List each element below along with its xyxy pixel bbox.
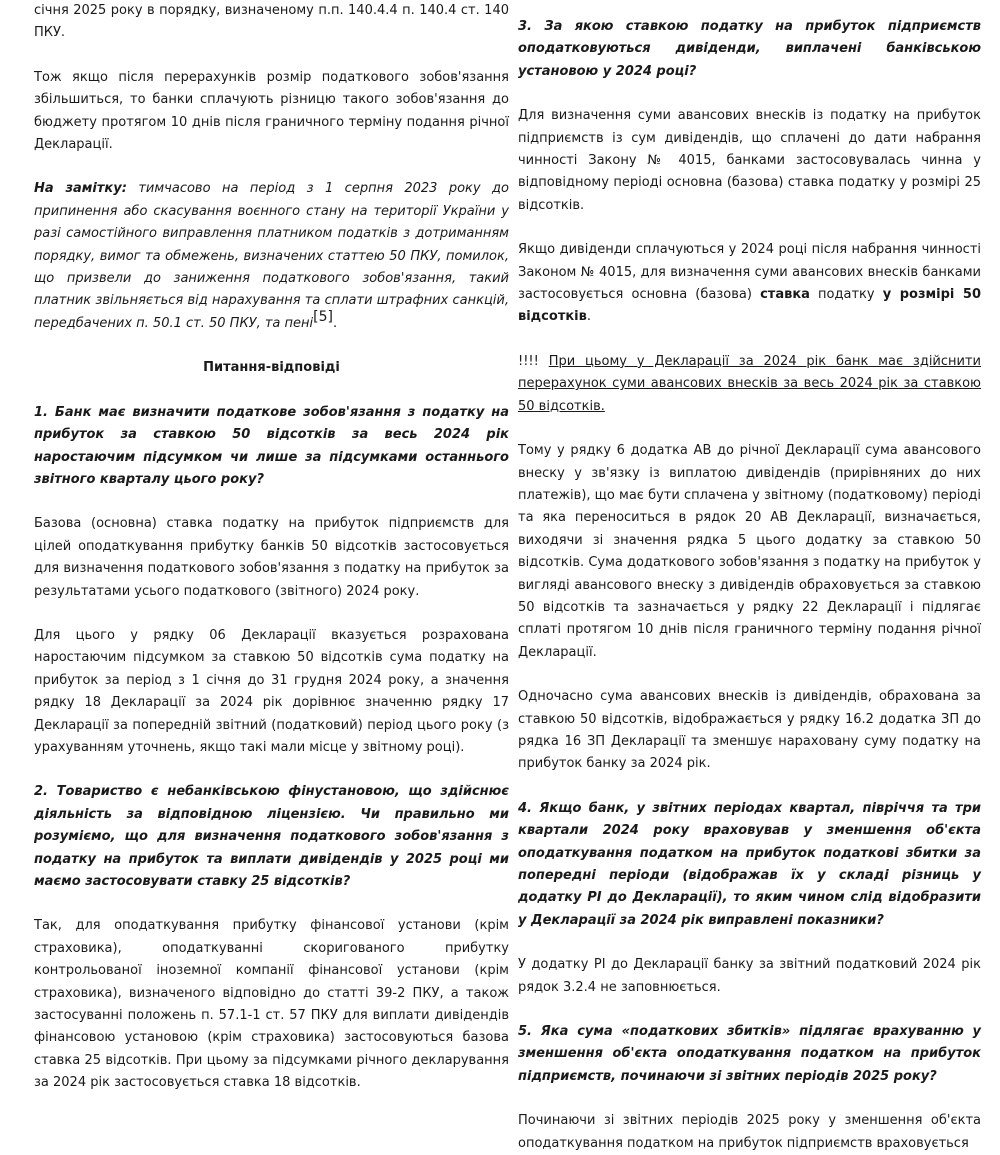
footnote-link[interactable]: [5] [313, 308, 333, 325]
answer-3-text: податку [809, 287, 883, 303]
right-column-text [518, 16, 981, 1155]
answer-1: Базова (основна) ставка податку на прибуток підприємств для цілей оподаткування прибутку банків 50 відсотків застосовується для визначення податкового зобов'язання з податку на прибуток за результатами усього податкового (звітного) 2024 року. [34, 516, 509, 599]
note-paragraph [34, 178, 509, 335]
warning-paragraph [518, 351, 981, 418]
note-text: тимчасово на період з 1 серпня 2023 року до припинення або скасування воєнного стану на території України у разі самостійного виправлення платником податків з дотриманням порядку, вимог та обмежень, визначених статтею 50 ПКУ, помилок, що призвели до заниження податкового зобов'язання, такий платник звільняється від нарахування та сплати штрафних санкцій, передбачених п. 50.1 ст. 50 ПКУ, та пені [34, 181, 509, 331]
question-4: 4. Якщо банк, у звітних періодах квартал, півріччя та три квартали 2024 року враховував у зменшення об'єкта оподаткування податком на прибуток податкові збитки за попередні періоди (відображав їх у складі різниць у додатку РІ до Декларації), то яким чином слід відобразити у Декларації за 2024 рік виправлені показники? [518, 800, 981, 928]
note-end: . [333, 315, 338, 331]
section-heading: Питання-відповіді [203, 360, 340, 376]
paragraph: Тому у рядку 6 додатка АВ до річної Декларації сума авансового внеску у зв'язку із виплатою дивідендів (прирівняних до них платежів), що має бути сплачена у звітному (податковому) періоді та яка переноситься в рядок 20 АВ Декларації, визначається, виходячи зі значення рядка 5 цього додатку за ставкою 50 відсотків. Сума додаткового зобов'язання з податку на прибуток у вигляді авансового внеску з дивідендів обраховується за ставкою 50 відсотків та зазначається у рядку 22 Декларації і підлягає сплаті протягом 10 днів після граничного терміну подання річної Декларації. [518, 443, 981, 660]
paragraph: Одночасно сума авансових внесків із дивідендів, обрахована за ставкою 50 відсотків, відображається у рядку 16.2 додатка ЗП до рядка 16 ЗП Декларації та зменшує нараховану суму податку на прибуток банку за 2024 рік. [518, 689, 981, 772]
answer-1-continued: Для цього у рядку 06 Декларації вказується розрахована наростаючим підсумком за ставкою 50 відсотків сума податку на прибуток за період з 1 січня до 31 грудня 2024 року, а значення рядку 18 Декларації за 2024 рік дорівнює значенню рядку 17 Декларації за попередній звітний (податковий) період цього року (з урахуванням уточнень, якщо такі мали місце у звітному році). [34, 627, 509, 755]
paragraph: Тож якщо після перерахунків розмір податкового зобов'язання збільшиться, то банки сплачують різницю такого зобов'язання до бюджету протягом 10 днів після граничного терміну подання річної Декларації. [34, 69, 509, 153]
answer-2: Так, для оподаткування прибутку фінансової установи (крім страховика), оподаткуванні скоригованого прибутку контрольованої іноземної компанії фінансової установи (крім страховика), визначеного відповідно до статті 39-2 ПКУ, а також застосуванні положень п. 57.1-1 ст. 57 ПКУ для виплати дивідендів фінансовою установою (крім страховика) застосовуються базова ставка 25 відсотків. При цьому за підсумками річного декларування за 2024 рік застосовується ставка 18 відсотків. [34, 918, 509, 1091]
answer-5: Починаючи зі звітних періодів 2025 року у зменшення об'єкта оподаткування податком на прибуток підприємств враховується [518, 1113, 981, 1151]
question-2: 2. Товариство є небанківською фінустановою, що здійснює діяльність за відповідною ліцензією. Чи правильно ми розуміємо, що для визначення податкового зобов'язання з податку на прибуток та виплати дивідендів у 2025 році ми маємо застосовувати ставку 25 відсотків? [34, 784, 509, 889]
answer-4: У додатку РІ до Декларації банку за звітний податковий 2024 рік рядок 3.2.4 не заповнюється. [518, 957, 981, 995]
answer-3-continued [518, 239, 981, 329]
question-5: 5. Яка сума «податкових збитків» підлягає врахуванню у зменшення об'єкта оподаткування податком на прибуток підприємств, починаючи зі звітних періодів 2025 року? [518, 1024, 981, 1084]
warning-marker: !!!! [518, 353, 549, 369]
answer-3-text: Якщо дивіденди сплачуються у 2024 році після набрання чинності Законом № 4015, для визначення суми авансових внесків банками застосовується основна (базова) [518, 242, 981, 303]
question-3: 3. За якою ставкою податку на прибуток підприємств оподатковуються дивіденди, виплачені банківською установою у 2024 році? [518, 19, 981, 79]
answer-3-text: . [586, 309, 591, 325]
answer-3: Для визначення суми авансових внесків із податку на прибуток підприємств із сум дивідендів, що сплачені до дати набрання чинності Закону № 4015, банками застосовувалась чинна у відповідному періоді основна (базова) ставка податку у розмірі 25 відсотків. [518, 108, 981, 213]
question-1: 1. Банк має визначити податкове зобов'язання з податку на прибуток за ставкою 50 відсотків за весь 2024 рік наростаючим підсумком чи лише за підсумками останнього звітного кварталу цього року? [34, 404, 509, 487]
left-column [34, 0, 509, 1095]
emphasis: ставка [760, 287, 810, 303]
emphasis: у розмірі 50 відсотків [518, 287, 981, 325]
paragraph: січня 2025 року в порядку, визначеному п.п. 140.4.4 п. 140.4 ст. 140 ПКУ. [34, 3, 509, 41]
left-column-text [34, 0, 509, 1095]
underlined-statement: При цьому у Декларації за 2024 рік банк має здійснити перерахунок суми авансових внесків за весь 2024 рік за ставкою 50 відсотків. [518, 353, 981, 414]
note-label: На замітку: [34, 181, 127, 197]
right-column [518, 0, 981, 1155]
